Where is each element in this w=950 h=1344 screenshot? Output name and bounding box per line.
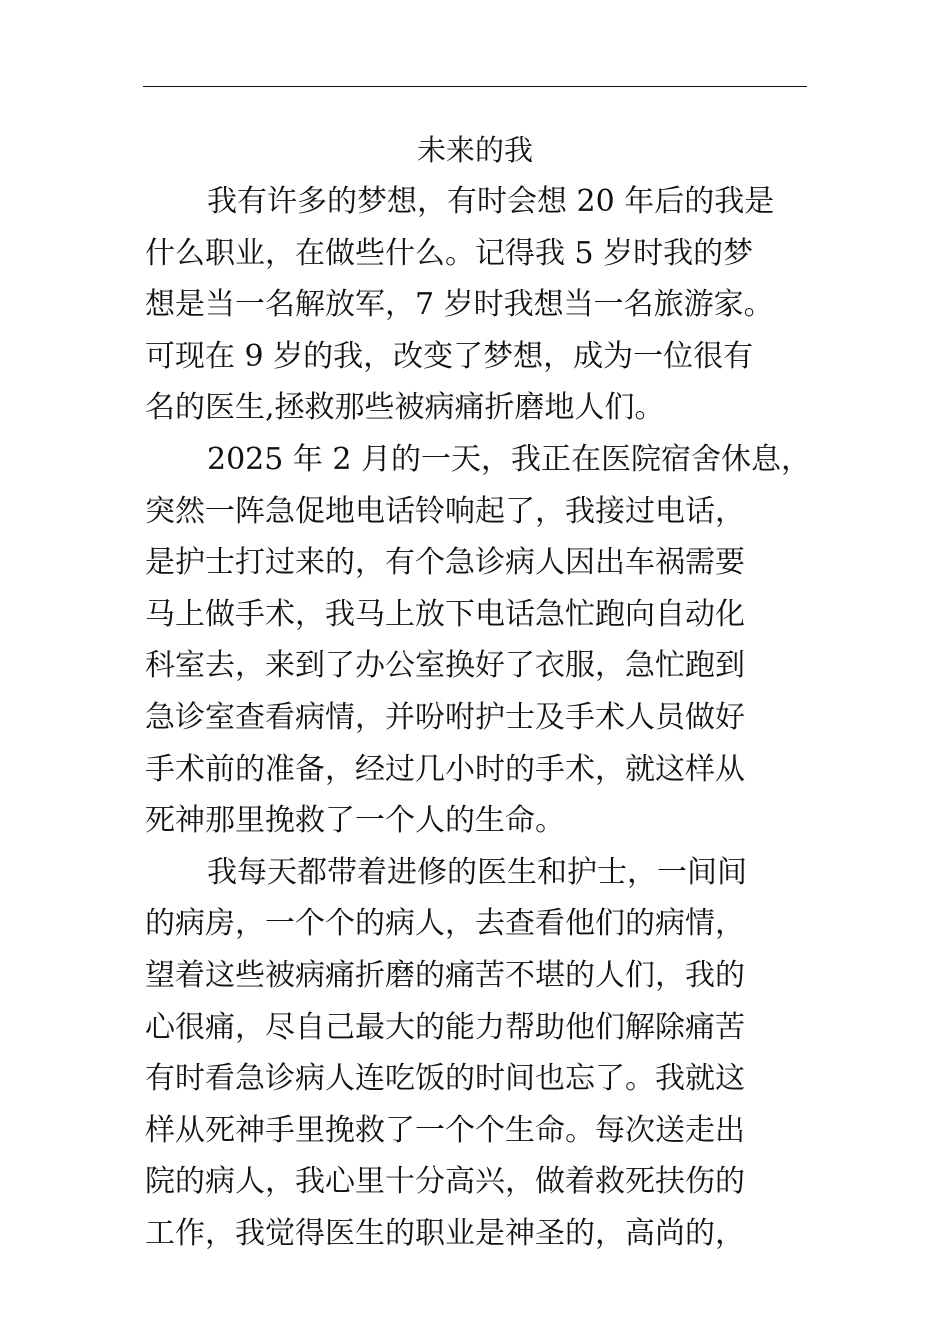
text-line: 科室去，来到了办公室换好了衣服，急忙跑到 — [145, 648, 745, 684]
text-line: 是护士打过来的，有个急诊病人因出车祸需要 — [145, 545, 745, 581]
text-line: 工作，我觉得医生的职业是神圣的，高尚的， — [145, 1215, 745, 1251]
text-line: 手术前的准备，经过几小时的手术，就这样从 — [145, 751, 745, 787]
text-line: 样从死神手里挽救了一个个生命。每次送走出 — [145, 1112, 745, 1148]
document-body — [145, 176, 812, 1259]
text-line: 想是当一名解放军，7 岁时我想当一名旅游家。 — [145, 287, 774, 323]
text-line: 马上做手术，我马上放下电话急忙跑向自动化 — [145, 596, 745, 632]
paragraph-first-line: 我每天都带着进修的医生和护士，一间间 — [207, 854, 747, 890]
header-rule — [143, 86, 807, 87]
text-line: 突然一阵急促地电话铃响起了，我接过电话， — [145, 493, 745, 529]
text-line: 死神那里挽救了一个人的生命。 — [145, 803, 565, 839]
text-line: 的病房，一个个的病人，去查看他们的病情， — [145, 906, 745, 942]
text-line: 望着这些被病痛折磨的痛苦不堪的人们，我的 — [145, 957, 745, 993]
text-line: 心很痛，尽自己最大的能力帮助他们解除痛苦 — [145, 1009, 745, 1045]
text-line: 什么职业，在做些什么。记得我 5 岁时我的梦 — [145, 235, 754, 271]
text-line: 急诊室查看病情，并吩咐护士及手术人员做好 — [145, 699, 745, 735]
text-line: 有时看急诊病人连吃饭的时间也忘了。我就这 — [145, 1061, 745, 1097]
paragraph-first-line: 2025 年 2 月的一天，我正在医院宿舍休息， — [207, 441, 812, 477]
text-line: 名的医生,拯救那些被病痛折磨地人们。 — [145, 390, 665, 426]
text-line: 院的病人，我心里十分高兴，做着救死扶伤的 — [145, 1164, 745, 1200]
paragraph-first-line: 我有许多的梦想，有时会想 20 年后的我是 — [207, 184, 775, 219]
text-line: 可现在 9 岁的我，改变了梦想，成为一位很有 — [145, 338, 754, 374]
document-title: 未来的我 — [416, 133, 533, 167]
